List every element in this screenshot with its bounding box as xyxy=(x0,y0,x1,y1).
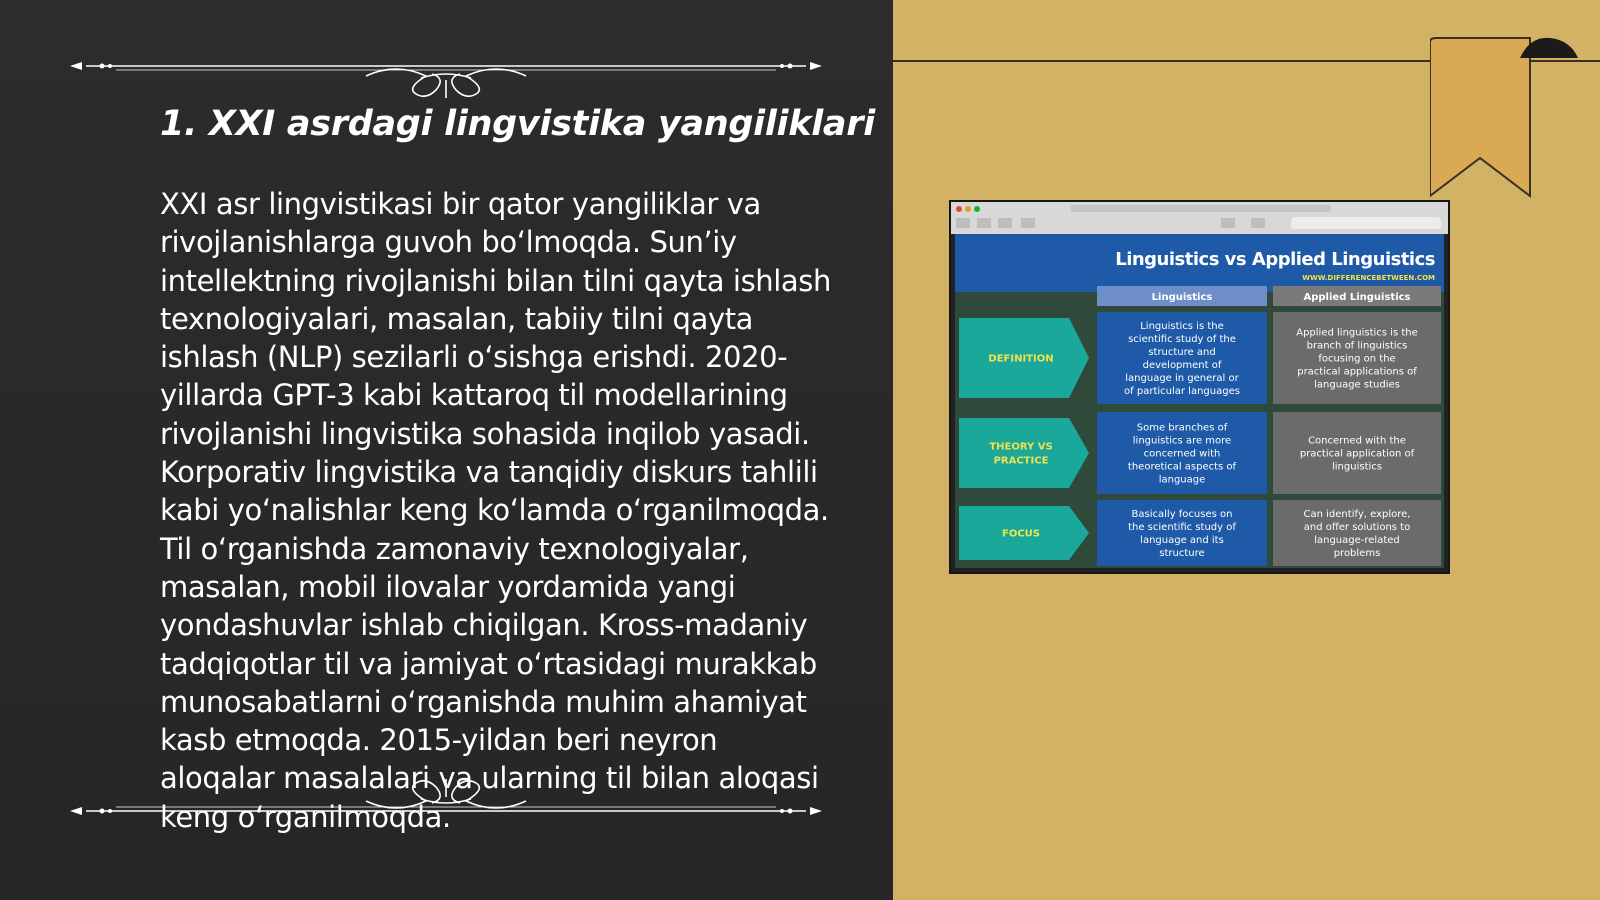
figure-source: WWW.DIFFERENCEBETWEEN.COM xyxy=(1302,274,1435,282)
figure-title: Linguistics vs Applied Linguistics xyxy=(1115,249,1435,270)
applied-linguistics-cell-text: focusing on the xyxy=(1318,353,1396,365)
applied-linguistics-cell-text: language-related xyxy=(1314,535,1400,546)
applied-linguistics-cell-text: and offer solutions to xyxy=(1303,522,1411,533)
linguistics-cell-text: linguistics are more xyxy=(1132,435,1232,447)
row-label: DEFINITION xyxy=(988,353,1054,365)
row-label: PRACTICE xyxy=(993,455,1049,467)
bookmark-icon xyxy=(1430,34,1590,204)
linguistics-cell-text: structure xyxy=(1159,548,1205,559)
applied-linguistics-cell-text: Concerned with the xyxy=(1308,435,1406,447)
column-header-applied-linguistics: Applied Linguistics xyxy=(1303,292,1411,303)
slide-body-text: XXI asr lingvistikasi bir qator yangiliklar va rivojlanishlarga guvoh bo‘lmoqda. Sun’iy intellektning rivojlanishi bilan tilni qayta ishlash texnologiyalari, masalan, tabiiy tilni qayta ishlash (NLP) sezilarli o‘sishga erishdi. 2020-yillarda GPT-3 kabi kattaroq til modellarining rivojlanishi lingvistika sohasida inqilob yasadi. Korporativ lingvistika va tanqidiy diskurs tahlili kabi yo‘nalishlar keng ko‘lamda o‘rganilmoqda. Til o‘rganishda zamonaviy texnologiyalar, masalan, mobil ilovalar yordamida yangi yondashuvlar ishlab chiqilgan. Kross-madaniy tadqiqotlar til va jamiyat o‘rtasidagi murakkab munosabatlarni o‘rganishda muhim ahamiyat kasb etmoqda. 2015-yildan beri neyron aloqalar masalalari va ularning til bilan aloqasi keng o‘rganilmoqda. xyxy=(160,187,831,834)
figure-row xyxy=(959,500,1441,566)
linguistics-cell-text: of particular languages xyxy=(1124,386,1240,397)
linguistics-cell-text: structure and xyxy=(1148,347,1216,358)
linguistics-cell-text: language in general or xyxy=(1125,373,1239,384)
linguistics-cell-text: language and its xyxy=(1140,535,1224,546)
row-label-arrow xyxy=(959,418,1089,488)
linguistics-cell-text: concerned with xyxy=(1143,448,1221,460)
applied-linguistics-cell-text: branch of linguistics xyxy=(1306,340,1408,352)
column-header-linguistics: Linguistics xyxy=(1151,292,1213,303)
applied-linguistics-cell-text: practical application of xyxy=(1299,448,1415,460)
linguistics-cell-text: Basically focuses on xyxy=(1131,509,1233,520)
figure-row xyxy=(959,312,1441,404)
linguistics-cell-text: Some branches of xyxy=(1136,422,1228,434)
slide-title: 1. XXI asrdagi lingvistika yangiliklari xyxy=(160,104,875,144)
linguistics-cell-text: development of xyxy=(1142,360,1222,371)
minimize-dot-icon xyxy=(965,206,971,212)
applied-linguistics-cell-text: linguistics xyxy=(1332,461,1382,473)
row-label: FOCUS xyxy=(1002,528,1040,540)
row-label: THEORY VS xyxy=(989,441,1053,453)
bottom-ornament-divider xyxy=(66,775,826,835)
applied-linguistics-cell-text: problems xyxy=(1333,548,1381,559)
linguistics-cell-text: the scientific study of xyxy=(1128,522,1236,533)
linguistics-cell-text: theoretical aspects of xyxy=(1127,461,1237,473)
top-ornament-divider xyxy=(66,40,826,100)
figure-rows xyxy=(959,312,1441,566)
linguistics-cell-text: language xyxy=(1158,474,1206,486)
close-dot-icon xyxy=(956,206,962,212)
applied-linguistics-cell-text: language studies xyxy=(1314,379,1400,391)
linguistics-cell-text: Linguistics is the xyxy=(1140,321,1224,332)
maximize-dot-icon xyxy=(974,206,980,212)
comparison-figure xyxy=(949,200,1450,574)
applied-linguistics-cell-text: practical applications of xyxy=(1297,366,1417,378)
applied-linguistics-cell-text: Applied linguistics is the xyxy=(1296,327,1418,339)
applied-linguistics-cell-text: Can identify, explore, xyxy=(1303,509,1411,520)
figure-row xyxy=(959,412,1441,494)
linguistics-cell-text: scientific study of the xyxy=(1128,334,1236,345)
